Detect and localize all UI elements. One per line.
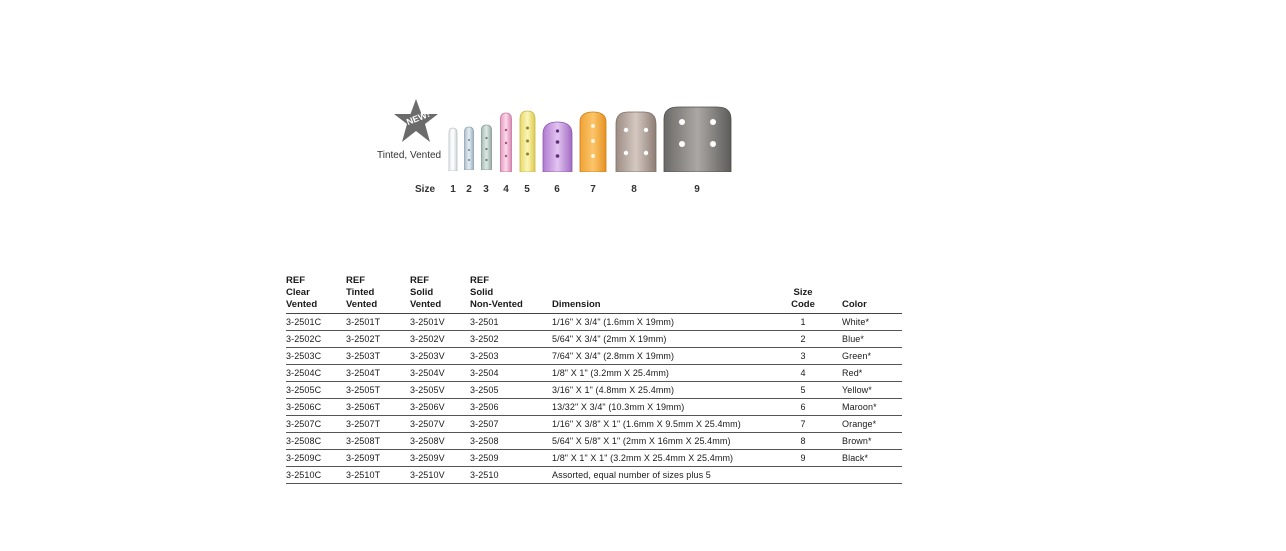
size-code-cell: 9 — [800, 453, 806, 463]
dimension-cell: 13/32" X 3/4" (10.3mm X 19mm) — [552, 402, 685, 412]
ref-clear-cell: 3-2501C — [286, 317, 322, 327]
ref-tinted-cell: 3-2507T — [346, 419, 381, 429]
size-label: Size — [415, 184, 436, 195]
dimension-cell: 5/64" X 5/8" X 1" (2mm X 16mm X 25.4mm) — [552, 436, 731, 446]
ref-solid-non-vented-cell: 3-2505 — [470, 385, 499, 395]
cap-size-6-image — [541, 120, 574, 172]
color-cell: Maroon* — [842, 402, 877, 412]
size-number: 3 — [483, 184, 489, 195]
table-header — [286, 275, 902, 314]
cap-size-4-image — [499, 112, 513, 172]
ref-clear-cell: 3-2508C — [286, 436, 322, 446]
header-ref-solid-non-vented: REF Solid Non-Vented — [470, 275, 523, 310]
size-number: 6 — [554, 184, 560, 195]
table-row — [286, 331, 902, 348]
header-ref-tinted-vented: REF Tinted Vented — [346, 275, 378, 310]
size-code-cell: 2 — [800, 334, 806, 344]
cap-size-7-image — [578, 110, 608, 172]
cap-size-5-image — [518, 110, 537, 172]
ref-tinted-cell: 3-2501T — [346, 317, 381, 327]
ref-solid-vented-cell: 3-2509V — [410, 453, 445, 463]
color-cell: Orange* — [842, 419, 877, 429]
ref-solid-vented-cell: 3-2510V — [410, 470, 445, 480]
table-row — [286, 382, 902, 399]
cap-size-9-image — [662, 105, 733, 172]
ref-clear-cell: 3-2504C — [286, 368, 322, 378]
ref-solid-non-vented-cell: 3-2501 — [470, 317, 499, 327]
ref-solid-non-vented-cell: 3-2502 — [470, 334, 499, 344]
size-number: 7 — [590, 184, 596, 195]
table-row — [286, 365, 902, 382]
ref-clear-cell: 3-2507C — [286, 419, 322, 429]
ref-solid-non-vented-cell: 3-2508 — [470, 436, 499, 446]
color-cell: White* — [842, 317, 870, 327]
header-ref-solid-vented: REF Solid Vented — [410, 275, 442, 310]
dimension-cell: 7/64" X 3/4" (2.8mm X 19mm) — [552, 351, 675, 361]
size-number: 2 — [466, 184, 472, 195]
ref-clear-cell: 3-2506C — [286, 402, 322, 412]
ref-solid-non-vented-cell: 3-2509 — [470, 453, 499, 463]
ref-solid-vented-cell: 3-2503V — [410, 351, 445, 361]
ref-clear-cell: 3-2505C — [286, 385, 322, 395]
size-code-cell: 1 — [800, 317, 806, 327]
size-code-cell: 8 — [800, 436, 806, 446]
product-table — [286, 275, 902, 484]
ref-clear-cell: 3-2509C — [286, 453, 322, 463]
product-figure — [0, 0, 1286, 210]
color-cell: Green* — [842, 351, 872, 361]
cap-size-1-image — [447, 127, 459, 171]
ref-tinted-cell: 3-2502T — [346, 334, 381, 344]
ref-tinted-cell: 3-2504T — [346, 368, 381, 378]
ref-solid-vented-cell: 3-2501V — [410, 317, 445, 327]
table-row — [286, 348, 902, 365]
ref-clear-cell: 3-2502C — [286, 334, 322, 344]
dimension-cell: 5/64" X 3/4" (2mm X 19mm) — [552, 334, 667, 344]
dimension-cell: 1/8" X 1" (3.2mm X 25.4mm) — [552, 368, 670, 378]
ref-solid-vented-cell: 3-2504V — [410, 368, 445, 378]
color-cell: Yellow* — [842, 385, 872, 395]
dimension-cell: 1/16" X 3/8" X 1" (1.6mm X 9.5mm X 25.4mm) — [552, 419, 741, 429]
ref-tinted-cell: 3-2506T — [346, 402, 381, 412]
header-ref-clear-vented: REF Clear Vented — [286, 275, 318, 310]
table-row — [286, 467, 902, 484]
ref-solid-non-vented-cell: 3-2507 — [470, 419, 499, 429]
table-row — [286, 450, 902, 467]
ref-solid-vented-cell: 3-2502V — [410, 334, 445, 344]
table-row — [286, 416, 902, 433]
ref-solid-vented-cell: 3-2508V — [410, 436, 445, 446]
size-code-cell: 4 — [800, 368, 806, 378]
header-size-code: Size Code — [791, 287, 815, 310]
new-badge: NEW! — [405, 108, 431, 128]
cap-size-2-image — [463, 126, 475, 170]
tinted-vented-label: Tinted, Vented — [377, 150, 442, 161]
ref-clear-cell: 3-2503C — [286, 351, 322, 361]
size-code-cell: 6 — [800, 402, 806, 412]
ref-solid-vented-cell: 3-2506V — [410, 402, 445, 412]
table-row — [286, 399, 902, 416]
size-number: 8 — [631, 184, 637, 195]
cap-size-3-image — [480, 124, 493, 170]
ref-tinted-cell: 3-2508T — [346, 436, 381, 446]
color-cell: Blue* — [842, 334, 865, 344]
size-code-cell: 3 — [800, 351, 806, 361]
size-number: 5 — [524, 184, 530, 195]
ref-tinted-cell: 3-2509T — [346, 453, 381, 463]
dimension-cell: 1/16" X 3/4" (1.6mm X 19mm) — [552, 317, 675, 327]
size-number: 1 — [450, 184, 456, 195]
ref-solid-vented-cell: 3-2507V — [410, 419, 445, 429]
color-cell: Black* — [842, 453, 869, 463]
table-body — [286, 314, 902, 484]
ref-tinted-cell: 3-2505T — [346, 385, 381, 395]
header-color: Color — [842, 299, 867, 310]
ref-solid-vented-cell: 3-2505V — [410, 385, 445, 395]
dimension-cell: 3/16" X 1" (4.8mm X 25.4mm) — [552, 385, 675, 395]
ref-solid-non-vented-cell: 3-2504 — [470, 368, 499, 378]
color-cell: Red* — [842, 368, 863, 378]
table-row — [286, 433, 902, 450]
dimension-cell: Assorted, equal number of sizes plus 5 — [552, 470, 711, 480]
size-code-cell: 5 — [800, 385, 806, 395]
ref-solid-non-vented-cell: 3-2506 — [470, 402, 499, 412]
size-code-cell: 7 — [800, 419, 806, 429]
ref-solid-non-vented-cell: 3-2510 — [470, 470, 499, 480]
header-dimension: Dimension — [552, 299, 601, 310]
ref-clear-cell: 3-2510C — [286, 470, 322, 480]
table-row — [286, 314, 902, 331]
ref-tinted-cell: 3-2510T — [346, 470, 381, 480]
cap-size-8-image — [614, 110, 658, 172]
size-number: 9 — [694, 184, 700, 195]
dimension-cell: 1/8" X 1" X 1" (3.2mm X 25.4mm X 25.4mm) — [552, 453, 734, 463]
size-number: 4 — [503, 184, 509, 195]
color-cell: Brown* — [842, 436, 872, 446]
ref-tinted-cell: 3-2503T — [346, 351, 381, 361]
ref-solid-non-vented-cell: 3-2503 — [470, 351, 499, 361]
